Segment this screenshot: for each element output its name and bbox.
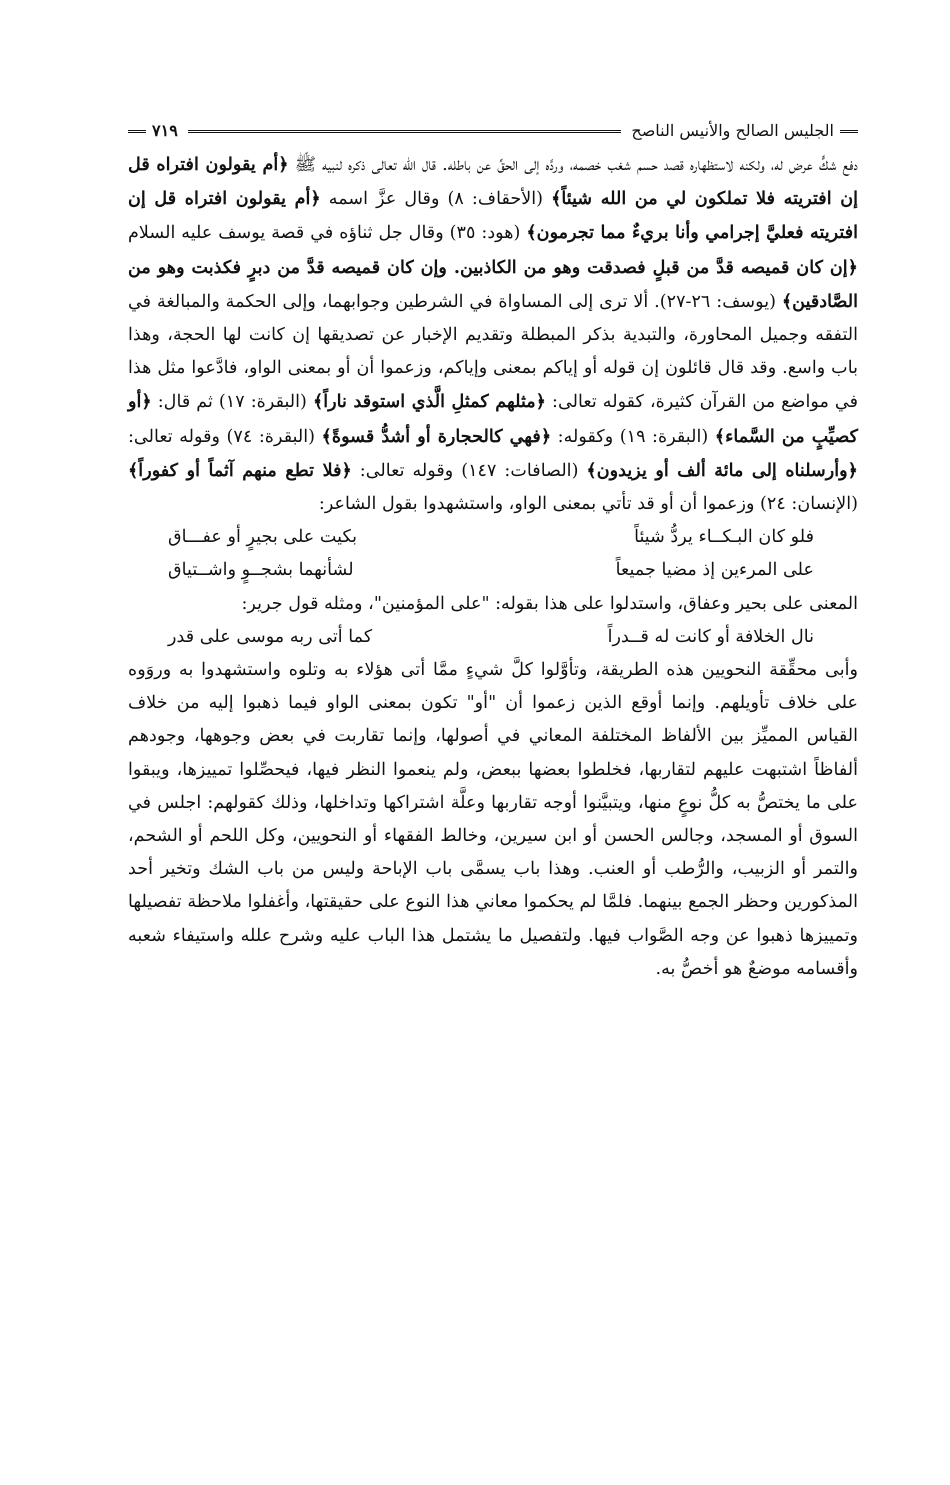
page-number: ٧١٩ — [152, 121, 178, 140]
text-run: (الصافات: ١٤٧) وقوله تعالى: — [351, 460, 587, 481]
poem-verse — [128, 521, 858, 554]
paragraph-1 — [128, 148, 858, 521]
quran-quote: ﴿وأرسلناه إلى مائة ألف أو يزيدون﴾ — [586, 459, 858, 481]
running-header — [128, 118, 858, 144]
quran-quote: ﴿إن كان قميصه قدَّ من قبلٍ فصدقت وهو من الكاذبين. وإن كان قميصه قدَّ من دبرٍ فكذبت وهو من الصَّادقين﴾ — [128, 256, 858, 312]
page — [128, 118, 858, 986]
quran-quote: ﴿مثلهم كمثلِ الَّذي استوقد ناراً﴾ — [312, 391, 546, 413]
verse-second-hemistich: لشأنهما بشجــوٍ واشــتياق — [168, 560, 354, 581]
poem-verse — [128, 554, 858, 587]
paragraph-2: المعنى على بحير وعفاق، واستدلوا على هذا بقوله: "على المؤمنين"، ومثله قول جرير: — [241, 593, 858, 614]
verse-second-hemistich: كما أتى ربه موسى على قدر — [168, 626, 373, 647]
verse-first-hemistich: فلو كان البـكــاء يردُّ شيئاً — [634, 527, 814, 548]
paragraph-3: وأبى محقِّقة النحويين هذه الطريقة، وتأوَّلوا كلَّ شيءٍ ممَّا أتى هؤلاء به وتلوه واستشهدوا به وروَوه على خلاف تأويلهم. وإنما أوقع الذين زعموا أن "أو" تكون بمعنى الواو فيما ذهبوا إليه من خلاف القياس المميِّز بين الألفاظ المختلفة المعاني في أصولها، وإنما تقاربت في بعض وجوهها، وجودهم ألفاظاً اشتبهت عليهم لتقاربها، فخلطوا بعضها ببعض، ولم ينعموا النظر فيها، فيحصِّلوا تمييزها، ويبقوا على ما يختصُّ به كلُّ نوعٍ منها، ويتبيَّنوا أوجه تقاربها وعلَّة اشتراكها وتداخلها، وذلك كقولهم: اجلس في السوق أو المسجد، وجالس الحسن أو ابن سيرين، وخالط الفقهاء أو النحويين، وكل اللحم أو الشحم، والتمر أو الزبيب، والرُّطب أو العنب. وهذا باب يسمَّى باب الإباحة وليس من باب الشك وتخير أحد المذكورين وحظر الجمع بينهما. فلمَّا لم يحكموا معاني هذا النوع على حقيقتها، وأغفلوا ملاحظة تفصيلها وتمييزها ذهبوا عن وجه الصَّواب فيها. ولتفصيل ما يشتمل هذا الباب عليه وشرح علله واستيفاء شعبه وأقسامه موضعٌ هو أخصُّ به. — [128, 660, 858, 979]
quran-quote: ﴿فلا تطع منهم آثماً أو كفوراً﴾ — [128, 459, 352, 481]
text-run: (هود: ٣٥) وقال جل ثناؤه في قصة يوسف عليه السلام — [128, 223, 527, 244]
header-rule — [188, 130, 622, 133]
verse-first-hemistich: نال الخلافة أو كانت له قــدراً — [607, 626, 814, 647]
text-run: (يوسف: ٢٦-٢٧). ألا ترى إلى المساواة في الشرطين وجوابهما، وإلى الحكمة والمبالغة في التفقه وجميل المحاورة، والتبدية بذكر المبطلة وتقديم الإخبار عن تصديقها إن كانت لها الحجة، وهذا باب واسع. وقد قال قائلون إن قوله أو إياكم بمعنى وإياكم، وزعموا أن أو بمعنى الواو، فادَّعوا مثل هذا في مواضع من القرآن كثيرة، كقوله تعالى: — [128, 291, 858, 413]
poem-verse — [128, 621, 858, 654]
main-text — [128, 148, 858, 986]
header-rule-end — [128, 130, 146, 133]
text-run: (البقرة: ٧٤) وقوله تعالى: — [128, 426, 322, 447]
quran-quote: ﴿فهي كالحجارة أو أشدُّ قسوةً﴾ — [321, 425, 552, 447]
text-run: (الإنسان: ٢٤) وزعموا أن أو قد تأتي بمعنى الواو، واستشهدوا بقول الشاعر: — [318, 494, 858, 515]
verse-second-hemistich: بكيت على بجيرٍ أو عفـــاق — [168, 527, 358, 548]
text-run: (البقرة: ١٧) ثم قال: — [151, 392, 313, 413]
verse-first-hemistich: على المرءين إذ مضيا جميعاً — [615, 560, 814, 581]
text-run: (الأحقاف: ٨) وقال عزَّ اسمه — [320, 189, 552, 210]
quran-quote: ﴿أم يقولون افتراه قل إن افتريته فعليَّ إجرامي وأنا بريءٌ مما تجرمون﴾ — [128, 188, 858, 244]
quran-quote: ﴿أو كصيِّبٍ من السَّماء﴾ — [128, 391, 858, 447]
quran-quote: ﴿أم يقولون افتراه قل إن افتريته فلا تملكون لي من الله شيئاً﴾ — [128, 154, 858, 210]
text-run: (البقرة: ١٩) وكقوله: — [551, 426, 715, 447]
book-title: الجليس الصالح والأنيس الناصح — [631, 121, 834, 140]
header-rule-start — [840, 130, 858, 133]
text-run: دفع شكٍّ عرض له، ولكنه لاستظهاره قصد حسم شغب خصمه، وردَّه إلى الحقِّ عن باطله. قال الله تعالى ذكره لنبيه ﷺ — [288, 155, 858, 175]
